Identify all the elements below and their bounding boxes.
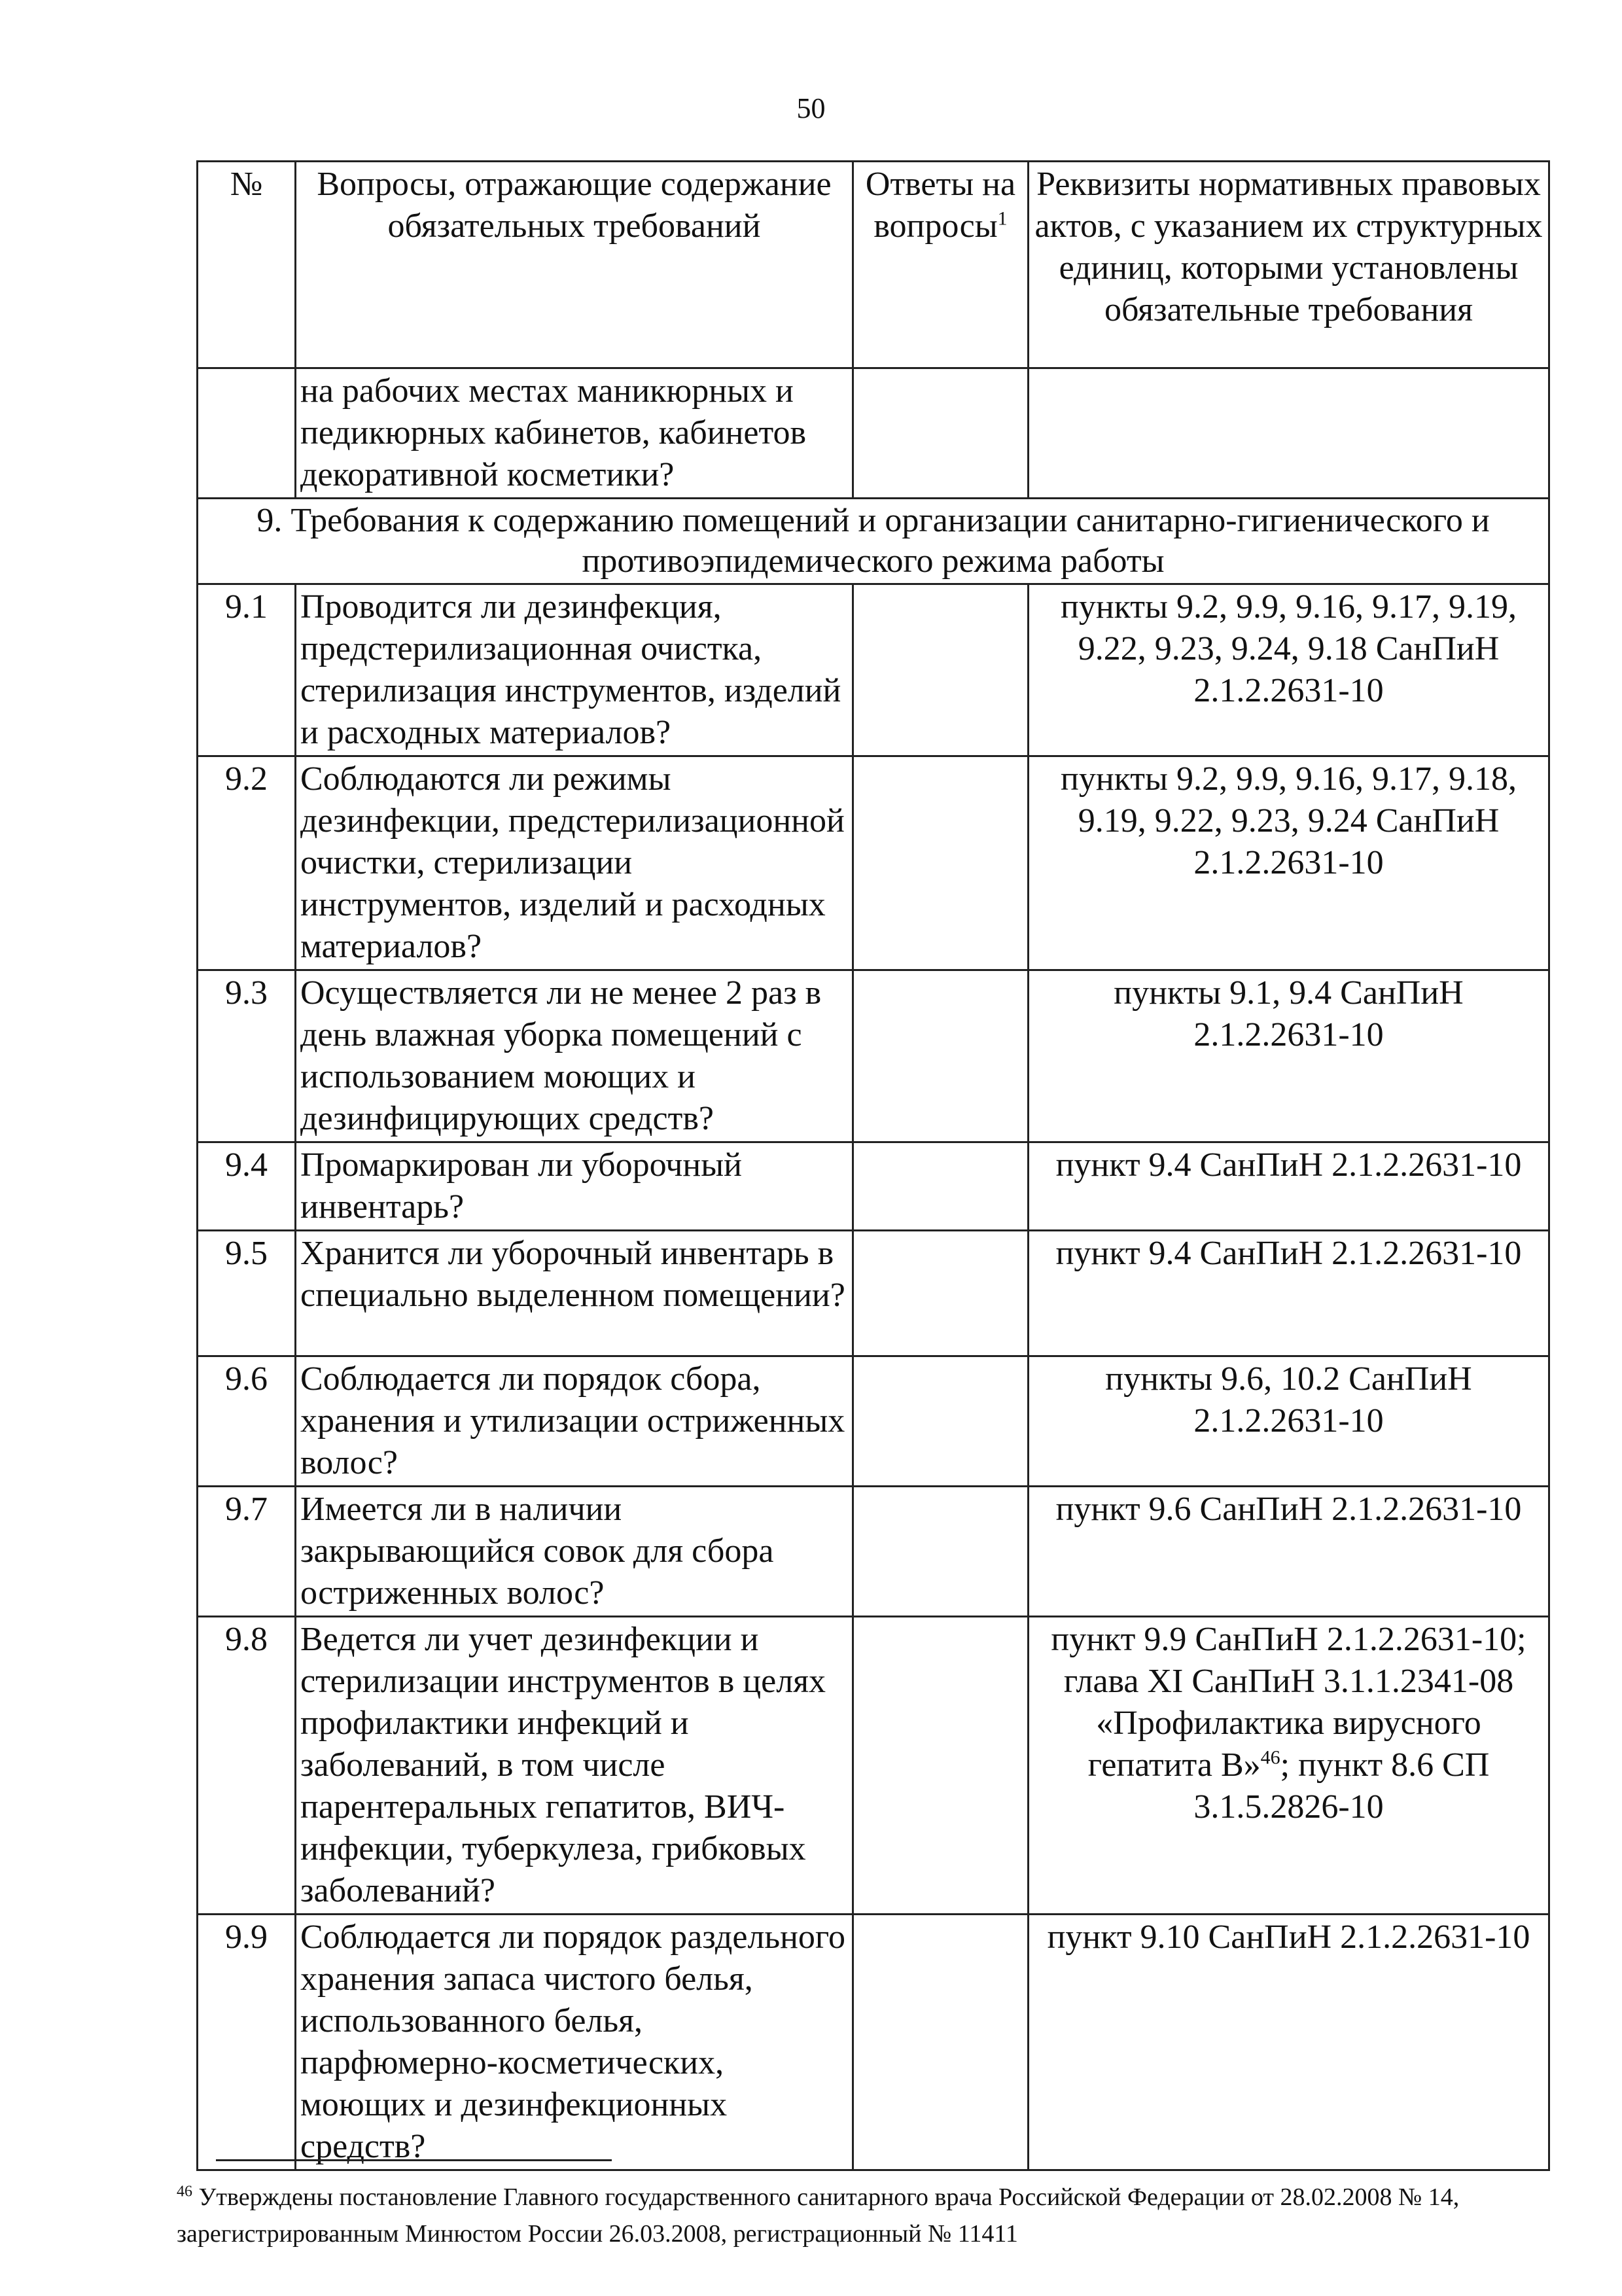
table-row bbox=[198, 970, 1549, 1142]
table-row bbox=[198, 584, 1549, 756]
row-question-cell: Соблюдается ли порядок сбора, хранения и утилизации остриженных волос? bbox=[296, 1356, 853, 1487]
row-reference-cell: пункты 9.2, 9.9, 9.16, 9.17, 9.18, 9.19, 9.22, 9.23, 9.24 СанПиН 2.1.2.2631-10 bbox=[1029, 756, 1549, 970]
row-number-cell: 9.2 bbox=[198, 756, 296, 970]
row-question-cell: Имеется ли в наличии закрывающийся совок для сбора остриженных волос? bbox=[296, 1487, 853, 1617]
row-answer-cell[interactable] bbox=[853, 1487, 1029, 1617]
row-number-cell: 9.5 bbox=[198, 1231, 296, 1356]
footnote-text: Утверждены постановление Главного государственного санитарного врача Российской Федерации от 28.02.2008 № 14, зарегистрированным Минюстом России 26.03.2008, регистрационный № 11411 bbox=[177, 2183, 1460, 2248]
footnote-separator bbox=[216, 2159, 612, 2161]
page-number: 50 bbox=[796, 92, 826, 124]
reference-text-part2: ; пункт 8.6 СП 3.1.5.2826-10 bbox=[1193, 1746, 1490, 1826]
row-reference-cell: пункты 9.2, 9.9, 9.16, 9.17, 9.19, 9.22, 9.23, 9.24, 9.18 СанПиН 2.1.2.2631-10 bbox=[1029, 584, 1549, 756]
row-question-cell: Соблюдается ли порядок раздельного хранения запаса чистого белья, использованного белья, парфюмерно-косметических, моющих и дезинфекционных средств? bbox=[296, 1915, 853, 2170]
table-row bbox=[198, 1617, 1549, 1915]
row-answer-cell[interactable] bbox=[853, 368, 1029, 499]
table-row bbox=[198, 1142, 1549, 1231]
row-reference-cell: пункт 9.6 СанПиН 2.1.2.2631-10 bbox=[1029, 1487, 1549, 1617]
section-heading-row bbox=[198, 499, 1549, 584]
row-number-cell: 9.4 bbox=[198, 1142, 296, 1231]
row-answer-cell[interactable] bbox=[853, 584, 1029, 756]
header-answer bbox=[853, 162, 1029, 368]
row-answer-cell[interactable] bbox=[853, 756, 1029, 970]
footnote-marker: 46 bbox=[177, 2183, 192, 2200]
row-answer-cell[interactable] bbox=[853, 1231, 1029, 1356]
row-reference-cell: пункты 9.1, 9.4 СанПиН 2.1.2.2631-10 bbox=[1029, 970, 1549, 1142]
table-row bbox=[198, 1915, 1549, 2170]
table-header-row bbox=[198, 162, 1549, 368]
section-title: 9. Требования к содержанию помещений и организации санитарно-гигиенического и противоэпидемического режима работы bbox=[198, 499, 1549, 584]
header-question: Вопросы, отражающие содержание обязательных требований bbox=[296, 162, 853, 368]
row-reference-cell: пункт 9.10 СанПиН 2.1.2.2631-10 bbox=[1029, 1915, 1549, 2170]
row-answer-cell[interactable] bbox=[853, 1356, 1029, 1487]
reference-footnote-mark: 46 bbox=[1260, 1746, 1280, 1769]
row-answer-cell[interactable] bbox=[853, 970, 1029, 1142]
row-number-cell: 9.7 bbox=[198, 1487, 296, 1617]
row-question-cell: на рабочих местах маникюрных и педикюрных кабинетов, кабинетов декоративной косметики? bbox=[296, 368, 853, 499]
header-answer-footnote-mark: 1 bbox=[997, 207, 1008, 230]
row-reference-cell bbox=[1029, 368, 1549, 499]
table-row-continued bbox=[198, 368, 1549, 499]
row-question-cell: Хранится ли уборочный инвентарь в специально выделенном помещении? bbox=[296, 1231, 853, 1356]
row-question-cell: Ведется ли учет дезинфекции и стерилизации инструментов в целях профилактики инфекций и заболеваний, в том числе парентеральных гепатитов, ВИЧ-инфекции, туберкулеза, грибковых заболеваний? bbox=[296, 1617, 853, 1915]
row-reference-cell: пункт 9.4 СанПиН 2.1.2.2631-10 bbox=[1029, 1231, 1549, 1356]
table-row bbox=[198, 1487, 1549, 1617]
row-question-cell: Проводится ли дезинфекция, предстерилизационная очистка, стерилизация инструментов, изделий и расходных материалов? bbox=[296, 584, 853, 756]
row-question-cell: Осуществляется ли не менее 2 раз в день влажная уборка помещений с использованием моющих и дезинфицирующих средств? bbox=[296, 970, 853, 1142]
table-row bbox=[198, 756, 1549, 970]
row-number-cell: 9.3 bbox=[198, 970, 296, 1142]
table-row bbox=[198, 1231, 1549, 1356]
row-number-cell bbox=[198, 368, 296, 499]
row-number-cell: 9.8 bbox=[198, 1617, 296, 1915]
header-reference: Реквизиты нормативных правовых актов, с указанием их структурных единиц, которыми установлены обязательные требования bbox=[1029, 162, 1549, 368]
row-number-cell: 9.6 bbox=[198, 1356, 296, 1487]
table-row bbox=[198, 1356, 1549, 1487]
row-reference-cell bbox=[1029, 1617, 1549, 1915]
row-reference-cell: пункты 9.6, 10.2 СанПиН 2.1.2.2631-10 bbox=[1029, 1356, 1549, 1487]
row-answer-cell[interactable] bbox=[853, 1142, 1029, 1231]
row-answer-cell[interactable] bbox=[853, 1617, 1029, 1915]
row-answer-cell[interactable] bbox=[853, 1915, 1029, 2170]
row-question-cell: Соблюдаются ли режимы дезинфекции, предстерилизационной очистки, стерилизации инструментов, изделий и расходных материалов? bbox=[296, 756, 853, 970]
header-number: № bbox=[198, 162, 296, 368]
row-reference-cell: пункт 9.4 СанПиН 2.1.2.2631-10 bbox=[1029, 1142, 1549, 1231]
footnote bbox=[177, 2179, 1557, 2252]
header-answer-label: Ответы на вопросы bbox=[865, 166, 1016, 245]
row-number-cell: 9.1 bbox=[198, 584, 296, 756]
row-number-cell: 9.9 bbox=[198, 1915, 296, 2170]
reference-text-part1: пункт 9.9 СанПиН 2.1.2.2631-10; глава XI СанПиН 3.1.1.2341-08 «Профилактика вирусного гепатита В» bbox=[1051, 1621, 1526, 1784]
requirements-checklist-table bbox=[196, 160, 1550, 2171]
row-question-cell: Промаркирован ли уборочный инвентарь? bbox=[296, 1142, 853, 1231]
